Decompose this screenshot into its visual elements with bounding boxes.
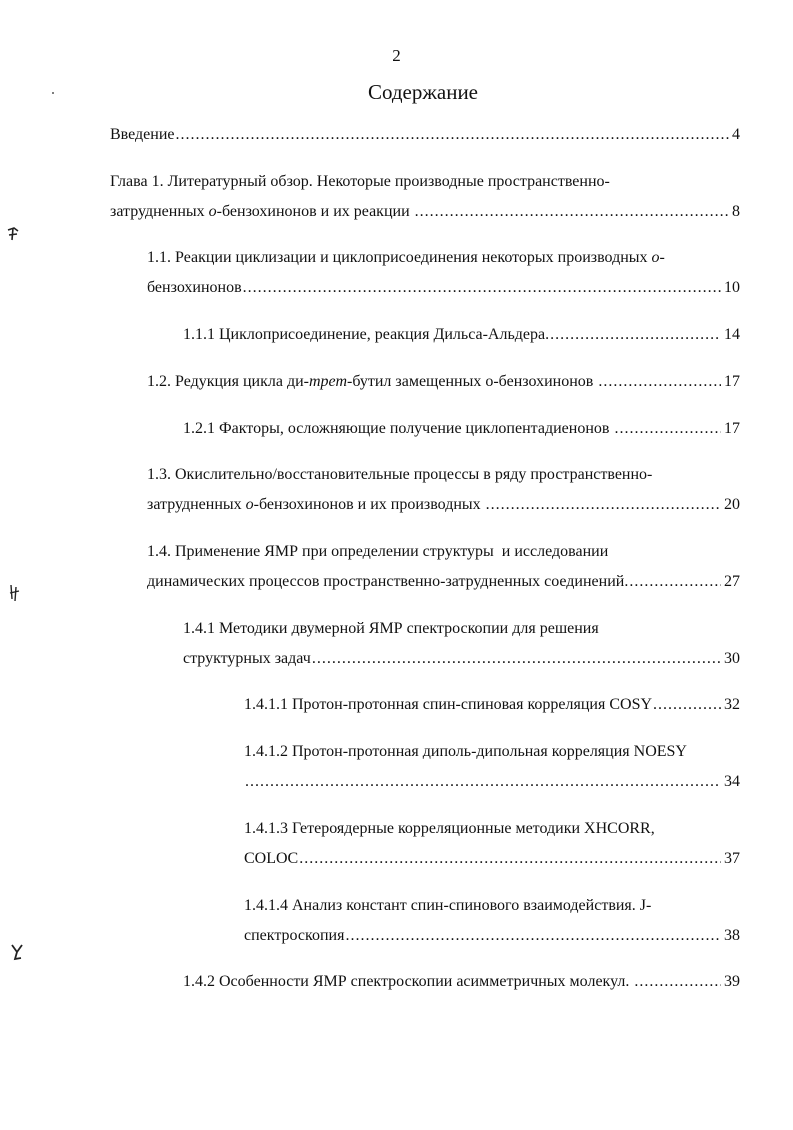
toc-entry-1-3[interactable]: 1.3. Окислительно/восстановительные процессы в ряду пространственно- [147,466,653,483]
toc-entry-1-4-cont[interactable]: динамических процессов пространственно-затрудненных соединений. ..... 27 [147,573,740,591]
dot-leader [415,203,729,221]
scan-mark-icon [6,226,22,249]
page-title: Содержание [367,80,479,104]
dot-leader [653,696,721,714]
toc-page: 38 [724,927,740,944]
toc-entry-1-2-1[interactable]: 1.2.1 Факторы, осложняющие получение циклопентадиенонов ..... 17 [183,420,740,438]
toc-page: 30 [724,650,740,667]
scan-mark-icon [8,583,22,608]
toc-entry-1-4-1-4-cont[interactable]: спектроскопия ..... 38 [244,927,740,945]
dot-leader [614,420,721,438]
dot-leader [634,973,721,991]
toc-entry-1-4-1-2-cont[interactable] [244,773,740,791]
toc-entry-1-4-1-3[interactable]: 1.4.1.3 Гетероядерные корреляционные методики XHCORR, [244,820,655,837]
dot-leader [243,279,721,297]
toc-entry-1-3-cont[interactable]: затрудненных о -бензохинонов и их производных ..... 20 [147,496,740,514]
toc-entry-1-4[interactable]: 1.4. Применение ЯМР при определении структуры и исследовании [147,543,609,560]
toc-page: 39 [724,973,740,990]
toc-page: 32 [724,696,740,713]
toc-page: 34 [724,773,740,790]
toc-entry-1-2[interactable]: 1.2. Редукция цикла ди- трет -бутил замещенных о-бензохинонов ..... 17 [147,373,740,391]
scan-mark-icon [10,943,24,966]
toc-page: 17 [724,420,740,437]
toc-page: 14 [724,326,740,343]
dot-leader [312,650,721,668]
toc-entry-1-4-1-1[interactable]: 1.4.1.1 Протон-протонная спин-спиновая корреляция COSY ..... 32 [244,696,740,714]
toc-entry-1-4-1-cont[interactable]: структурных задач ..... 30 [183,650,740,668]
toc-entry-chapter-1[interactable]: Глава 1. Литературный обзор. Некоторые производные пространственно- [110,173,610,190]
toc-entry-1-4-1[interactable]: 1.4.1 Методики двумерной ЯМР спектроскопии для решения [183,620,599,637]
scan-speck [52,92,54,94]
dot-leader [629,573,721,591]
toc-entry-1-1-1[interactable]: 1.1.1 Циклоприсоединение, реакция Дильса-Альдера. ..... 14 [183,326,740,344]
toc-entry-1-1[interactable]: 1.1. Реакции циклизации и циклоприсоединения некоторых производных о- [147,249,665,266]
dot-leader [245,773,721,791]
dot-leader [550,326,721,344]
toc-entry-1-4-1-4[interactable]: 1.4.1.4 Анализ констант спин-спинового взаимодействия. J- [244,897,652,914]
toc-entry-1-4-1-3-cont[interactable]: COLOC ..... 37 [244,850,740,868]
toc-entry-1-1-cont[interactable]: бензохинонов ..... 10 [147,279,740,297]
toc-entry-1-4-1-2[interactable]: 1.4.1.2 Протон-протонная диполь-дипольная корреляция NOESY [244,743,687,760]
dot-leader [299,850,721,868]
toc-page: 10 [724,279,740,296]
dot-leader [176,126,730,144]
dot-leader [598,373,721,391]
toc-page: 20 [724,496,740,513]
toc-page: 8 [732,203,740,220]
toc-entry-chapter-1-cont[interactable]: затрудненных о -бензохинонов и их реакции ..... 8 [110,203,740,221]
toc-entry-1-4-2[interactable]: 1.4.2 Особенности ЯМР спектроскопии асимметричных молекул. ..... 39 [183,973,740,991]
toc-entry-introduction[interactable]: Введение ..... 4 [110,126,740,144]
toc-page: 27 [724,573,740,590]
dot-leader [345,927,721,945]
dot-leader [486,496,721,514]
page-number: 2 [392,46,401,65]
toc-page: 37 [724,850,740,867]
toc-page: 4 [732,126,740,143]
toc-page: 17 [724,373,740,390]
